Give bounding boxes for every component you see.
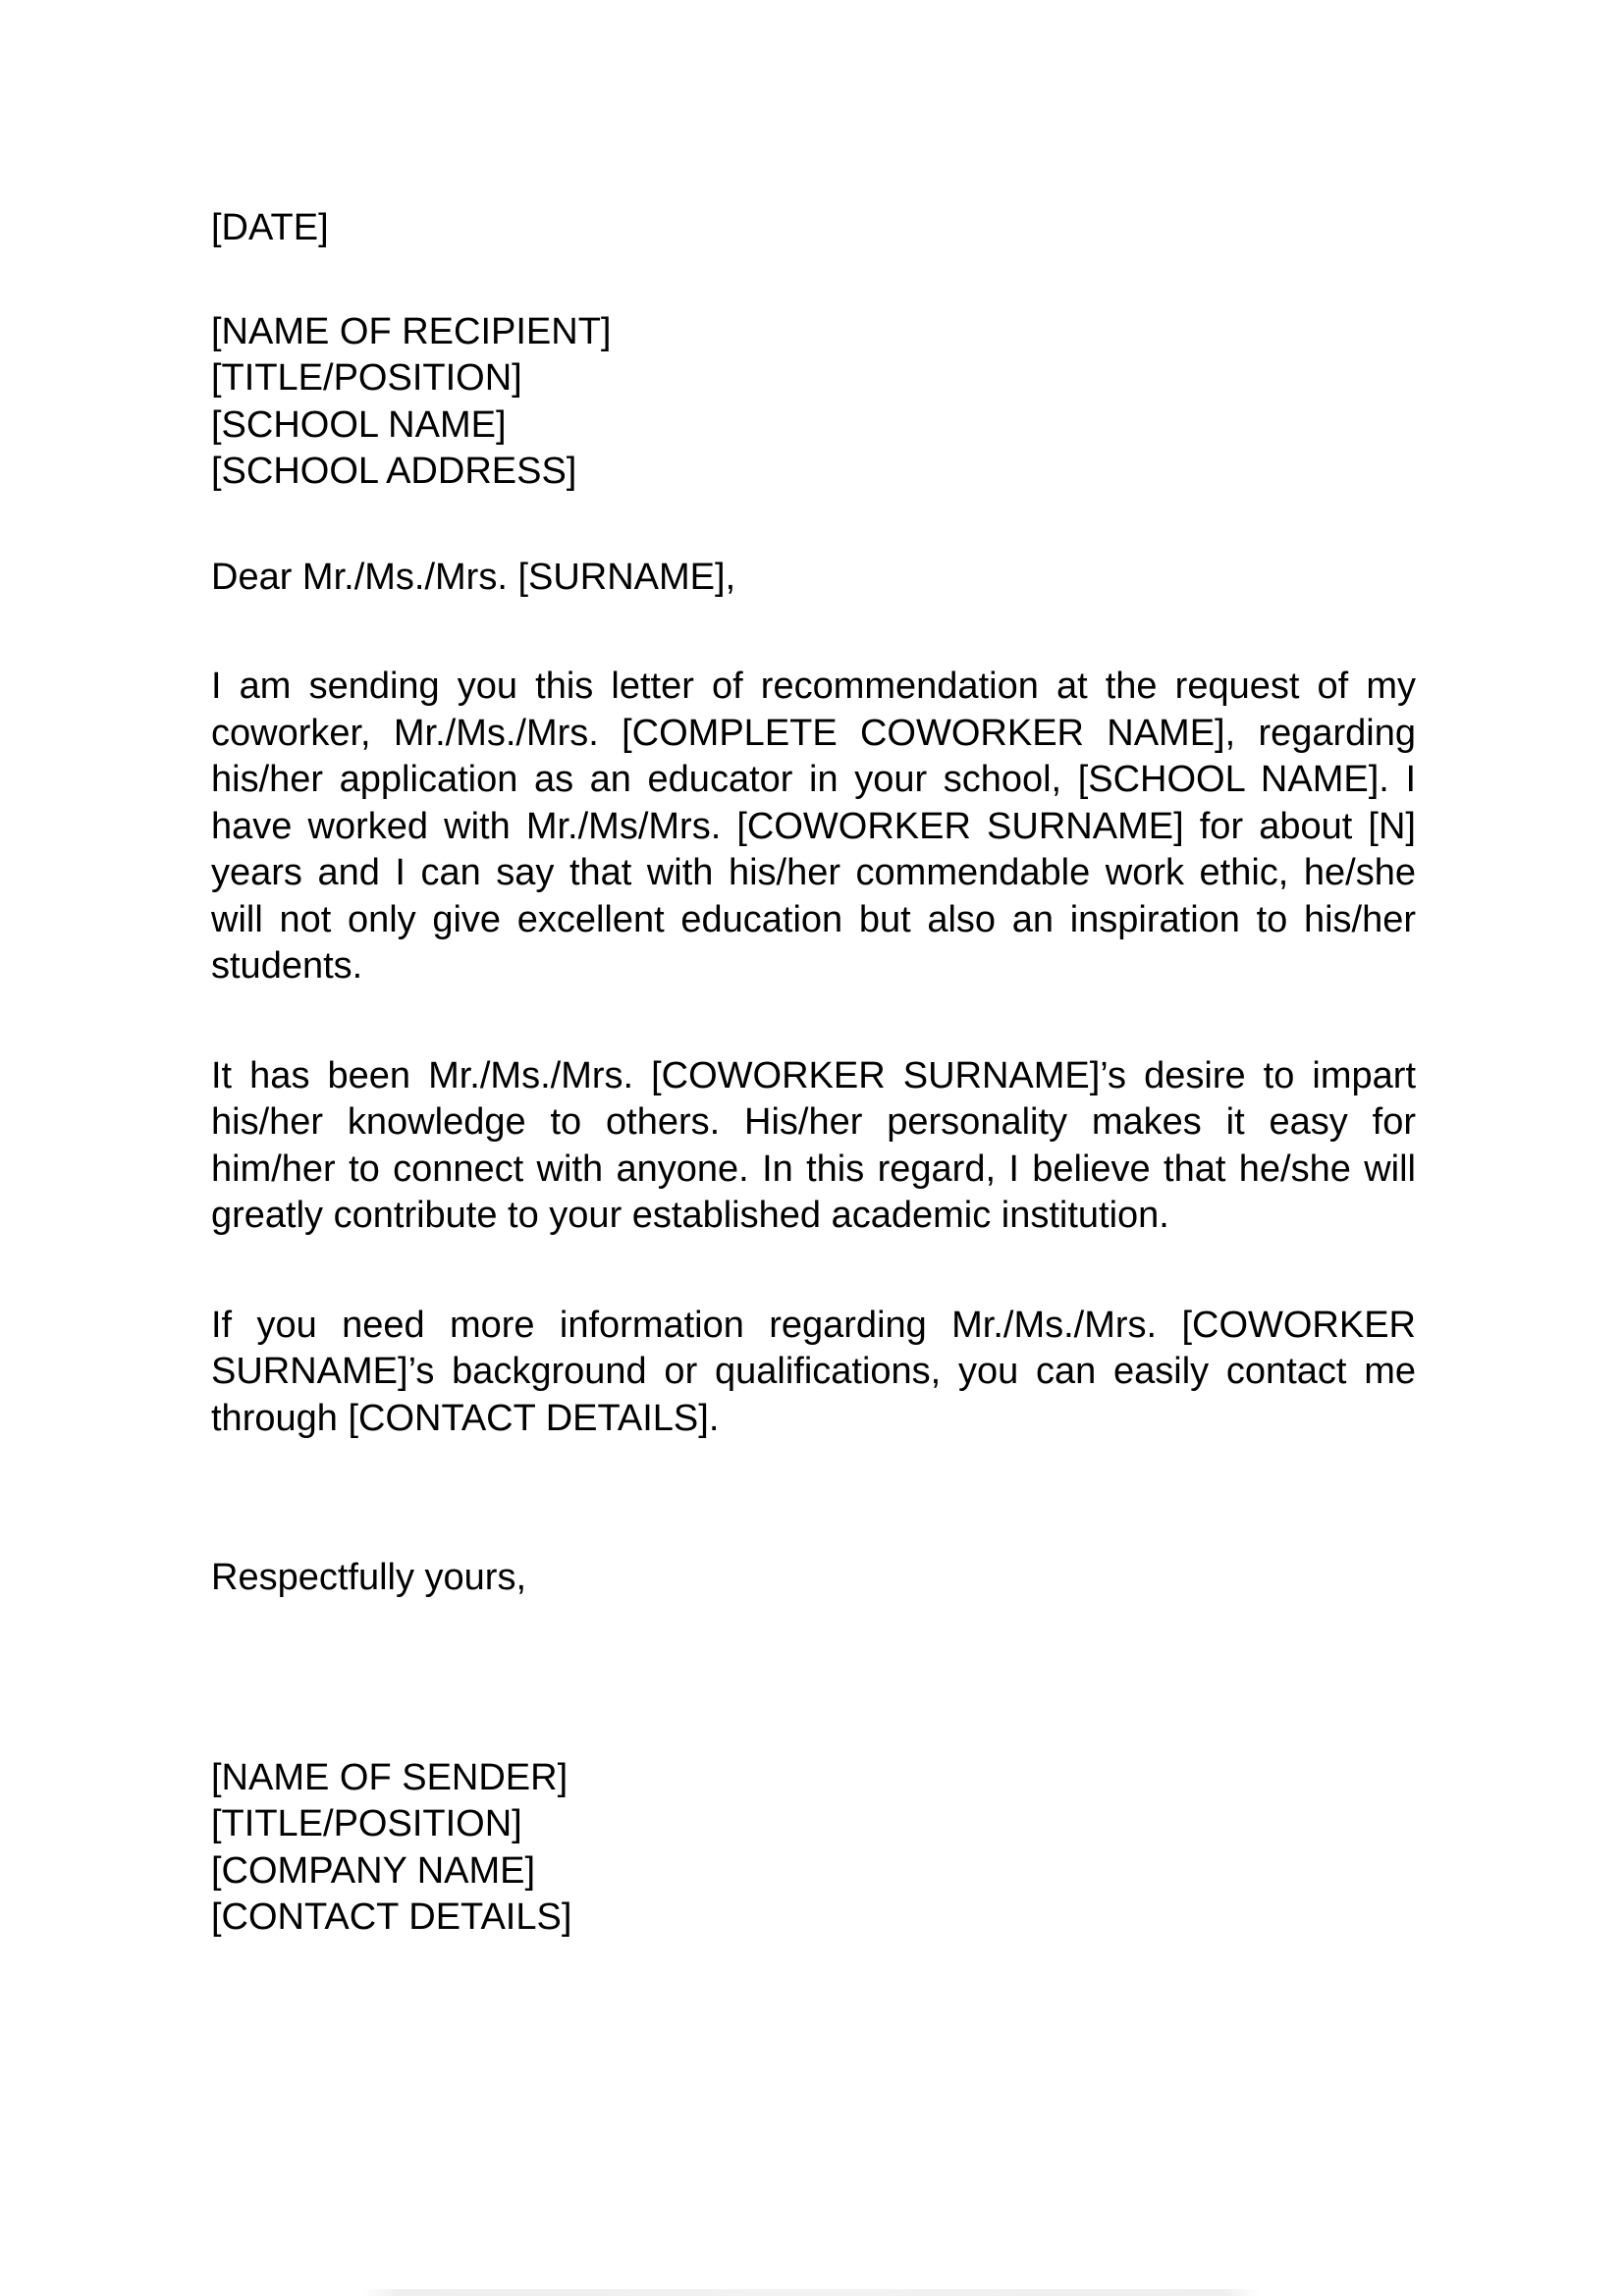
body-paragraph-3 [211, 1303, 1416, 1443]
text-line: SURNAME]’s background or qualifications, you can easily contact me [211, 1351, 1416, 1392]
letter-content [211, 0, 1416, 1942]
text-line: I am sending you this letter of recommendation at the request of my [211, 666, 1416, 707]
text-line: [TITLE/POSITION] [211, 1803, 522, 1844]
sender-signature-block [211, 1755, 1416, 1942]
text-line: [CONTACT DETAILS] [211, 1896, 572, 1938]
bottom-toolbar-edge[interactable] [361, 2289, 1260, 2296]
text-line: students. [211, 945, 363, 987]
recipient-address-block [211, 309, 1416, 496]
text-line: coworker, Mr./Ms./Mrs. [COMPLETE COWORKER NAME], regarding [211, 712, 1416, 754]
text-line: [SCHOOL NAME] [211, 403, 507, 446]
text-line: him/her to connect with anyone. In this regard, I believe that he/she will [211, 1148, 1416, 1190]
text-line: his/her knowledge to others. His/her personality makes it easy for [211, 1101, 1416, 1143]
text-line: have worked with Mr./Ms/Mrs. [COWORKER SURNAME] for about [N] [211, 805, 1416, 847]
text-line: through [CONTACT DETAILS]. [211, 1397, 720, 1439]
body-paragraph-2 [211, 1053, 1416, 1240]
text-line: [TITLE/POSITION] [211, 357, 522, 399]
text-line: It has been Mr./Ms./Mrs. [COWORKER SURNAME]’s desire to impart [211, 1054, 1416, 1096]
text-line: years and I can say that with his/her commendable work ethic, he/she [211, 852, 1416, 893]
salutation: Dear Mr./Ms./Mrs. [SURNAME], [211, 556, 736, 598]
closing-valediction: Respectfully yours, [211, 1557, 527, 1598]
text-line: [NAME OF SENDER] [211, 1756, 568, 1798]
text-line: greatly contribute to your established academic institution. [211, 1195, 1169, 1236]
text-line: [NAME OF RECIPIENT] [211, 310, 612, 352]
text-line: his/her application as an educator in your school, [SCHOOL NAME]. I [211, 759, 1416, 800]
text-line: will not only give excellent education but also an inspiration to his/her [211, 898, 1416, 940]
text-line: If you need more information regarding Mr./Ms./Mrs. [COWORKER [211, 1304, 1416, 1346]
text-line: [SCHOOL ADDRESS] [211, 451, 577, 492]
body-paragraph-1 [211, 664, 1416, 990]
text-line: [COMPANY NAME] [211, 1849, 536, 1892]
date-placeholder: [DATE] [211, 207, 329, 248]
